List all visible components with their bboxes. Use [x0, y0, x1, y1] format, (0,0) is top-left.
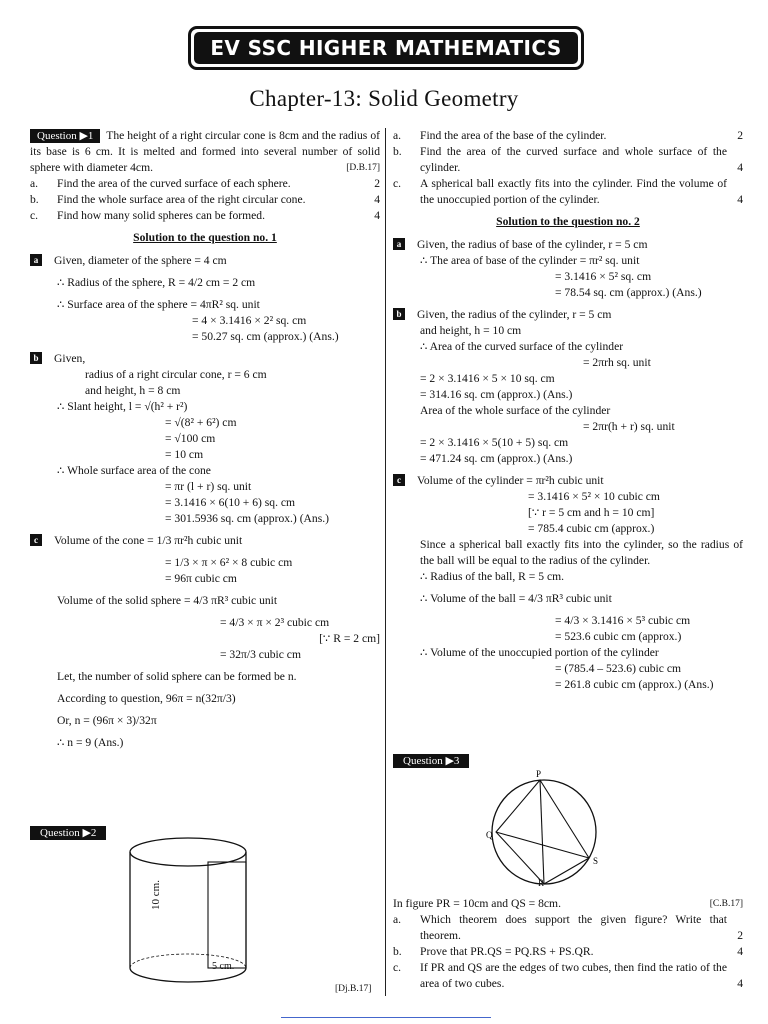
question-3-tag: Question ▶3: [393, 754, 469, 768]
q3-part-c: c. If PR and QS are the edges of two cubes, then find the ratio of the area of two cubes. 4: [393, 961, 743, 990]
part-c-marker: c: [30, 534, 42, 546]
cyclic-quadrilateral-figure: [486, 768, 642, 892]
cylinder-figure: [128, 836, 268, 984]
left-column: [30, 128, 380, 751]
point-p-label: P: [536, 769, 542, 779]
footer-link[interactable]: [281, 1017, 491, 1018]
sol1-b: b Given, radius of a right circular cone, r = 6 cm and height, h = 8 cm ∴ Slant height, l = √(h² + r²) = √(8² + 6²) cm = √100 cm = 10 cm ∴ Whole surface area of the cone = πr (l + r) sq. unit = 3.1416 × 6(10 + 6) sq. cm = 301.5936 sq. cm (approx.) (Ans.): [30, 351, 380, 527]
question-1-tag: Question ▶1: [30, 129, 100, 143]
question-3: [393, 896, 743, 992]
question-1: [30, 128, 380, 176]
sol1-a: a Given, diameter of the sphere = 4 cm ∴ Radius of the sphere, R = 4/2 cm = 2 cm ∴ Surface area of the sphere = 4πR² sq. unit = 4 × 3.1416 × 2² sq. cm = 50.27 sq. cm (approx.) (Ans.): [30, 253, 380, 345]
chapter-title: Chapter-13: Solid Geometry: [249, 86, 519, 111]
right-column: [393, 128, 743, 693]
sol2-a: a Given, the radius of base of the cylinder, r = 5 cm ∴ The area of base of the cylinder = πr² sq. unit = 3.1416 × 5² sq. cm = 78.54 sq. cm (approx.) (Ans.): [393, 237, 743, 301]
q2-part-b: b. Find the area of the curved surface and whole surface of the cylinder. 4: [393, 145, 743, 174]
q2-part-c: c. A spherical ball exactly fits into the cylinder. Find the volume of the unoccupied portion of the cylinder. 4: [393, 177, 743, 206]
column-divider: [385, 128, 386, 996]
part-a-marker: a: [30, 254, 42, 266]
banner-title: EV SSC HIGHER MATHEMATICS: [194, 32, 578, 64]
part-a-marker-2: a: [393, 238, 405, 250]
question-1-ref: [D.B.17]: [346, 163, 380, 173]
cylinder-radius-label: 5 cm.: [212, 961, 235, 972]
sol1-c: c Volume of the cone = 1/3 πr²h cubic unit = 1/3 × π × 6² × 8 cubic cm = 96π cubic cm Volume of the solid sphere = 4/3 πR³ cubic unit = 4/3 × π × 2³ cubic cm [∵ R = 2 cm] = 32π/3 cubic cm Let, the number of solid sphere can be formed be n. According to question, 96π = n(32π/3) Or, n = (96π × 3)/32π ∴ n = 9 (Ans.): [30, 533, 380, 751]
q1-part-c: c. Find how many solid spheres can be formed. 4: [30, 209, 380, 222]
question-2-tag: Question ▶2: [30, 826, 106, 840]
question-3-text: In figure PR = 10cm and QS = 8cm.: [393, 897, 561, 910]
question-3-ref: [C.B.17]: [709, 899, 743, 909]
q1-part-a: a. Find the area of the curved surface of each sphere. 2: [30, 177, 380, 190]
point-q-label: Q: [486, 830, 493, 840]
sol2-c: c Volume of the cylinder = πr²h cubic unit = 3.1416 × 5² × 10 cubic cm [∵ r = 5 cm and h = 10 cm] = 785.4 cubic cm (approx.) Since a spherical ball exactly fits into the cylinder, so the radius of the ball will be equal to the radius of the cylinder. ∴ Radius of the ball, R = 5 cm. ∴ Volume of the ball = 4/3 πR³ cubic unit = 4/3 × 3.1416 × 5³ cubic cm = 523.6 cubic cm (approx.) ∴ Volume of the unoccupied portion of the cylinder = (785.4 – 523.6) cubic cm = 261.8 cubic cm (approx.) (Ans.): [393, 473, 743, 693]
question-2-ref: [Dj.B.17]: [335, 984, 372, 994]
q3-part-b: b. Prove that PR.QS = PQ.RS + PS.QR. 4: [393, 945, 743, 958]
point-r-label: R: [538, 878, 545, 888]
part-b-marker: b: [30, 352, 42, 364]
part-b-marker-2: b: [393, 308, 405, 320]
header-banner: [188, 26, 584, 70]
solution-1-title: Solution to the question no. 1: [133, 231, 277, 244]
q3-part-a: a. Which theorem does support the given figure? Write that theorem. 2: [393, 913, 743, 942]
part-c-marker-2: c: [393, 474, 405, 486]
q1-part-b: b. Find the whole surface area of the right circular cone. 4: [30, 193, 380, 206]
question-1-text: The height of a right circular cone is 8cm and the radius of its base is 6 cm. It is melted and formed into several number of solid sphere with diameter 4cm.: [30, 129, 380, 174]
solution-2-title: Solution to the question no. 2: [496, 215, 640, 228]
q2-part-a: a. Find the area of the base of the cylinder. 2: [393, 129, 743, 142]
cylinder-height-label: 10 cm.: [150, 880, 162, 910]
sol2-b: b Given, the radius of the cylinder, r = 5 cm and height, h = 10 cm ∴ Area of the curved surface of the cylinder = 2πrh sq. unit = 2 × 3.1416 × 5 × 10 sq. cm = 314.16 sq. cm (approx.) (Ans.) Area of the whole surface of the cylinder = 2πr(h + r) sq. unit = 2 × 3.1416 × 5(10 + 5) sq. cm = 471.24 sq. cm (approx.) (Ans.): [393, 307, 743, 467]
point-s-label: S: [593, 856, 599, 866]
